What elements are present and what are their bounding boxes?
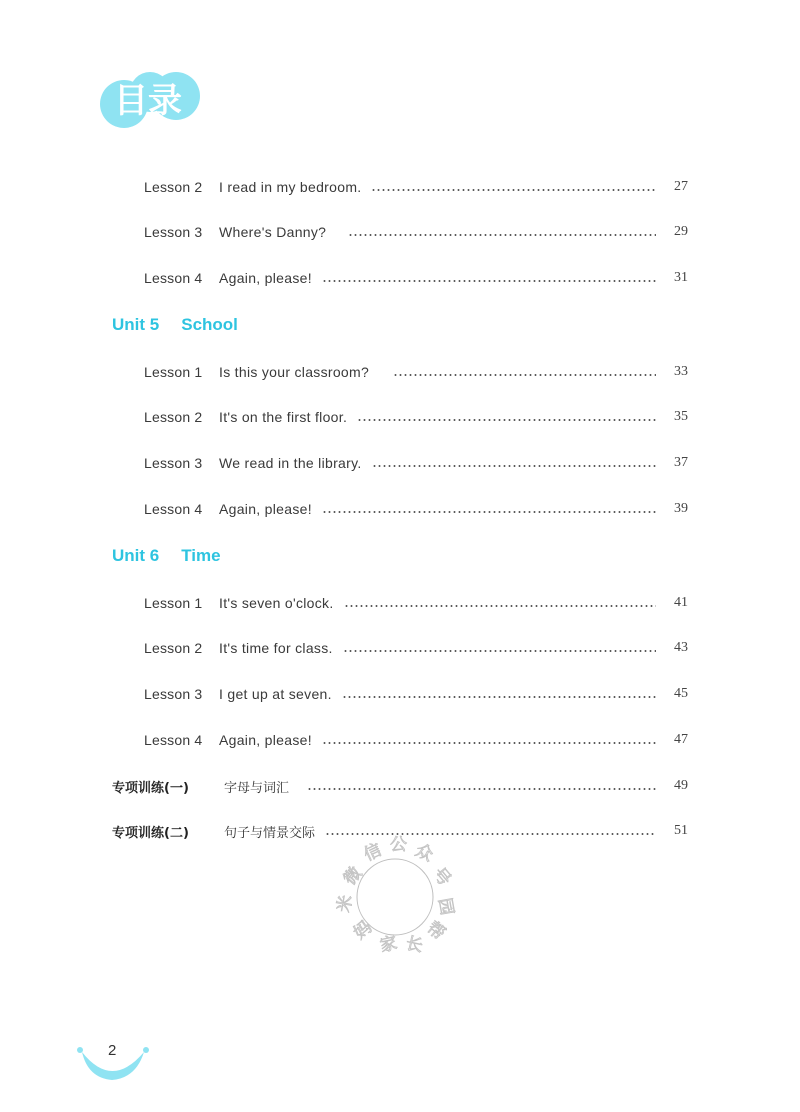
- lesson-number: Lesson 3: [144, 686, 203, 702]
- toc-entry-special[interactable]: [112, 774, 688, 798]
- svg-text:园: 园: [434, 896, 457, 917]
- dot-leader: [322, 280, 656, 282]
- dot-leader: [322, 742, 656, 744]
- page-number: 51: [674, 823, 688, 838]
- toc-entry[interactable]: [144, 451, 688, 475]
- unit-heading[interactable]: [112, 312, 238, 338]
- lesson-title: Is this your classroom?: [219, 364, 370, 380]
- lesson-title: It's seven o'clock.: [219, 595, 334, 611]
- unit-label: Unit 5: [112, 315, 160, 334]
- svg-text:家: 家: [378, 933, 400, 957]
- lesson-title: Where's Danny?: [219, 224, 327, 240]
- page-number: 37: [674, 455, 688, 470]
- svg-text:微: 微: [339, 863, 367, 890]
- dot-leader: [342, 696, 656, 698]
- lesson-number: Lesson 3: [144, 224, 203, 240]
- special-label: 专项训练(二): [112, 825, 189, 841]
- page-number: 39: [674, 501, 688, 516]
- lesson-number: Lesson 2: [144, 640, 203, 656]
- toc-entry[interactable]: [144, 591, 688, 615]
- toc-title-logo: [100, 68, 210, 130]
- page-number: 29: [674, 224, 688, 239]
- dot-leader: [348, 234, 656, 236]
- lesson-number: Lesson 2: [144, 409, 203, 425]
- lesson-title: Again, please!: [219, 501, 312, 517]
- toc-entry[interactable]: [144, 266, 688, 290]
- svg-text:帮: 帮: [422, 917, 449, 945]
- dot-leader: [344, 605, 656, 607]
- svg-text:号: 号: [428, 864, 455, 890]
- page-number: 27: [674, 179, 688, 194]
- lesson-number: Lesson 1: [144, 364, 203, 380]
- lesson-number: Lesson 1: [144, 595, 203, 611]
- toc-entry[interactable]: [144, 728, 688, 752]
- page-title: 目录: [114, 81, 182, 121]
- page-number: 49: [674, 778, 688, 793]
- page-number: 31: [674, 270, 688, 285]
- page-number: 43: [674, 640, 688, 655]
- lesson-title: It's on the first floor.: [219, 409, 348, 425]
- toc-entry[interactable]: [144, 636, 688, 660]
- lesson-number: Lesson 4: [144, 501, 203, 517]
- page-number-footer: 2: [108, 1042, 117, 1059]
- svg-text:众: 众: [412, 840, 436, 866]
- lesson-title: We read in the library.: [219, 455, 362, 471]
- page-number: 45: [674, 686, 688, 701]
- lesson-title: Again, please!: [219, 270, 312, 286]
- dot-leader: [307, 788, 656, 790]
- dot-leader: [322, 511, 656, 513]
- toc-entry[interactable]: [144, 497, 688, 521]
- dot-leader: [393, 374, 656, 376]
- toc-entry[interactable]: [144, 175, 688, 199]
- special-label: 专项训练(一): [112, 780, 189, 796]
- toc-entry[interactable]: [144, 405, 688, 429]
- svg-text:长: 长: [403, 933, 425, 957]
- toc-entry[interactable]: [144, 360, 688, 384]
- unit-name: Time: [181, 546, 221, 565]
- lesson-number: Lesson 2: [144, 179, 203, 195]
- svg-text:公: 公: [390, 835, 407, 855]
- watermark-stamp: [330, 832, 460, 962]
- svg-text:米: 米: [334, 893, 357, 914]
- special-title: 字母与词汇: [224, 780, 290, 796]
- unit-name: School: [181, 315, 238, 334]
- svg-text:信: 信: [360, 840, 385, 866]
- dot-leader: [357, 419, 656, 421]
- lesson-number: Lesson 3: [144, 455, 203, 471]
- lesson-title: It's time for class.: [219, 640, 333, 656]
- page-number: 35: [674, 409, 688, 424]
- lesson-title: I get up at seven.: [219, 686, 332, 702]
- page-number: 33: [674, 364, 688, 379]
- dot-leader: [372, 465, 656, 467]
- page-number: 47: [674, 732, 688, 747]
- dot-leader: [343, 650, 656, 652]
- toc-entry[interactable]: [144, 220, 688, 244]
- special-title: 句子与情景交际: [224, 825, 316, 841]
- svg-text:妈: 妈: [350, 917, 376, 944]
- dot-leader: [371, 189, 656, 191]
- page-number: 41: [674, 595, 688, 610]
- lesson-title: Again, please!: [219, 732, 312, 748]
- lesson-number: Lesson 4: [144, 270, 203, 286]
- unit-label: Unit 6: [112, 546, 160, 565]
- unit-heading[interactable]: [112, 543, 221, 569]
- toc-entry[interactable]: [144, 682, 688, 706]
- lesson-number: Lesson 4: [144, 732, 203, 748]
- lesson-title: I read in my bedroom.: [219, 179, 362, 195]
